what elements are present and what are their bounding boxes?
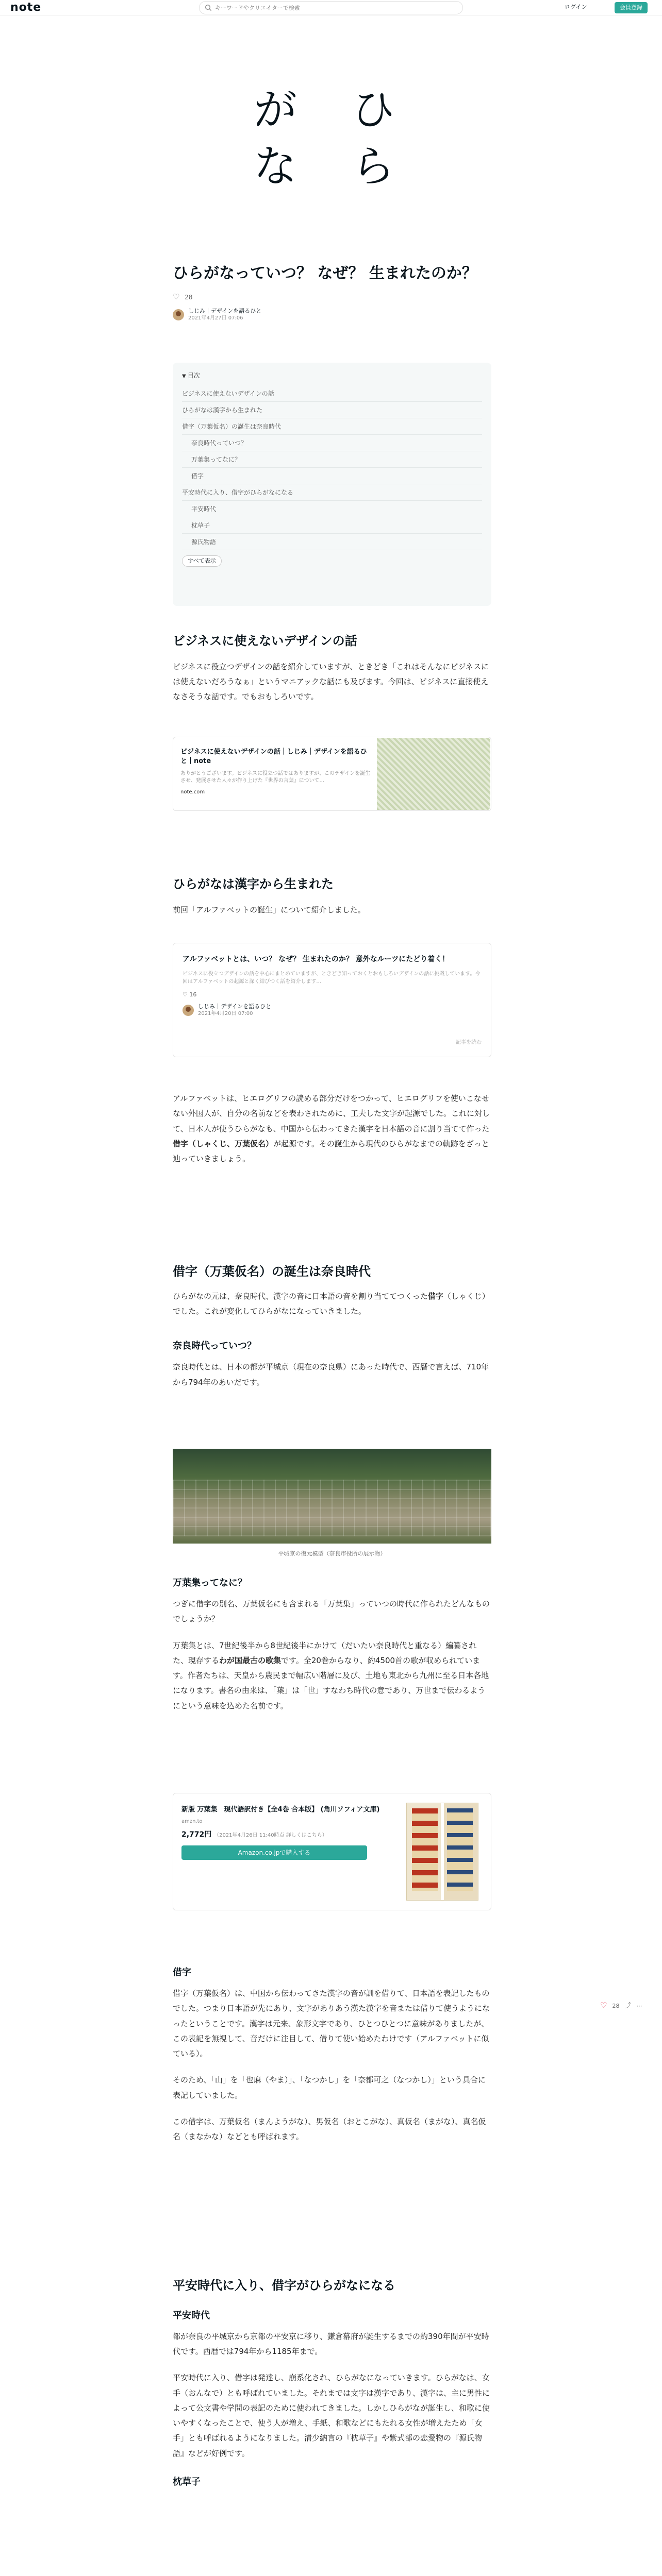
hero-char: な (254, 141, 297, 192)
toc-item[interactable]: 平安時代 (182, 501, 482, 517)
share-icon[interactable]: ⤴ (624, 2002, 632, 2010)
top-bar (0, 0, 662, 15)
toc-item[interactable]: 奈良時代っていつ？ (182, 435, 482, 451)
publish-date: 2021年4月27日 07:06 (188, 315, 243, 321)
signup-button[interactable]: 会員登録 (615, 2, 648, 13)
amazon-product-title: 新版 万葉集 現代語訳付き【全4巻 合本版】 (角川ソフィア文庫) (181, 1806, 380, 1814)
amazon-domain: amzn.to (181, 1819, 203, 1824)
link-card-thumbnail (377, 738, 490, 810)
section-heading: 平安時代に入り、借字がひらがなになる (173, 2278, 395, 2293)
avatar (183, 1005, 194, 1016)
paragraph: つぎに借字の別名、万葉仮名にも含まれる「万葉集」っていつの時代に作られたどんなものでしょうか？ (173, 1599, 490, 1624)
search-box[interactable] (199, 1, 463, 14)
link-card-domain: note.com (180, 789, 205, 795)
chevron-down-icon: ▼ (182, 374, 188, 379)
paragraph: アルファベットは、ヒエログリフの読める部分だけをつかって、ヒエログリフを使いこなせない外国人が、自分の名前などを表わされために、工夫した文字が起源でした。これに対して、日本人が使うひらがなも、中国から伝わってきた漢字を日本語の音に割り当てて作った借字（しゃくじ、万葉仮名）が起源です。その誕生から現代のひらがなまでの軌跡をざっと辿っていきましょう。 (173, 1094, 490, 1163)
heijokyo-model-photo (173, 1449, 491, 1544)
amazon-price-row (181, 1829, 398, 1840)
embed-author: しじみ｜デザインを語るひと (198, 1003, 272, 1010)
toc-item[interactable]: 源氏物語 (182, 534, 482, 550)
paragraph: 借字（万葉仮名）は、中国から伝わってきた漢字の音が訓を借りて、日本語を表記したものでした。つまり日本語が先にあり、文字がありあう漢た漢字を音または借りて使うようになったということです。漢字は元来、象形文字であり、ひとつひとつに意味がありましたが、この表記を無視して、音だけに注目して、借りて使い始めたわけです（アルファベットに似ている）。 (173, 1989, 490, 2059)
toc-item[interactable]: 平安時代に入り、借字がひらがなになる (182, 484, 482, 501)
embed-card[interactable] (173, 943, 491, 1057)
search-input[interactable] (215, 3, 452, 12)
paragraph: この借字は、万葉仮名（まんようがな）、男仮名（おとこがな）、真仮名（まがな）、真名仮名（まなかな）などとも呼ばれます。 (173, 2116, 486, 2142)
bold-term: 借字 (427, 1291, 443, 1301)
floating-actions (600, 2000, 647, 2011)
toc-item[interactable]: ビジネスに使えないデザインの話 (182, 385, 482, 402)
author-row[interactable] (173, 308, 491, 322)
subsection-heading: 奈良時代っていつ？ (173, 1341, 256, 1352)
embed-card-description: ビジネスに役立つデザインの話を中心にまとめていますが、ときどき知っておくとおもしろいデザインの話に挑戦しています。今回はアルファベットの起源と深く結びつく話を紹介します... (183, 971, 481, 985)
section-kanji-origin-body (173, 1091, 491, 1166)
paragraph: 万葉集とは、7世紀後半から8世紀後半にかけて（だいたい奈良時代と重なる）編纂された、現存するわが国最古の歌集です。全20巻からなり、約4500首の歌が収められています。作者たちは、天皇から農民まで幅広い階層に及び、土地も東北から九州に至る日本各地になります。書名の由来は、「葉」は「世」すなわち時代の意であり、万世まで伝わるようにという意味を込めた名前です。 (173, 1640, 489, 1710)
embed-read-label[interactable]: 記事を読む (456, 1040, 482, 1045)
toc-item[interactable]: ひらがなは漢字から生まれた (182, 402, 482, 418)
bold-term: 借字（しゃくじ、万葉仮名） (173, 1139, 274, 1148)
hero-char: ら (352, 141, 395, 192)
heart-icon: ♡ (183, 991, 190, 998)
heart-icon[interactable]: ♡ (600, 2001, 607, 2010)
section-heading: ひらがなは漢字から生まれた (173, 877, 334, 891)
toc-item[interactable]: 万葉集ってなに？ (182, 451, 482, 468)
subsection-heading: 借字 (173, 1967, 191, 1978)
paragraph: そのため、「山」を「也麻（やま）」、「なつかし」を「奈都可之（なつかし）」という具合に表記していました。 (173, 2075, 486, 2100)
section-heading: ビジネスに使えないデザインの話 (173, 634, 357, 648)
subsection-heading: 枕草子 (173, 2476, 201, 2487)
link-card-title: ビジネスに使えないデザインの話｜しじみ｜デザインを語るひと｜note (180, 748, 367, 765)
author-name[interactable]: しじみ｜デザインを語るひと (188, 308, 262, 314)
heart-icon[interactable]: ♡ (173, 292, 180, 301)
amazon-card[interactable] (173, 1793, 491, 1910)
table-of-contents (173, 363, 491, 606)
section-manyogana (173, 1263, 491, 1390)
toc-show-all-button[interactable]: すべて表示 (182, 555, 222, 567)
hero-char: が (254, 84, 297, 135)
paragraph: ひらがなの元は、奈良時代、漢字の音に日本語の音を割り当ててつくった借字（しゃくじ）でした。これが変化してひらがなになっていきました。 (173, 1291, 490, 1316)
embed-author-row (183, 1003, 482, 1018)
photo-caption: 平城京の復元模型（奈良市役所の展示物） (278, 1550, 386, 1557)
section-shakuji (173, 1966, 491, 2144)
more-icon[interactable]: ⋯ (636, 2003, 642, 2009)
section-manyoshu (173, 1577, 491, 1714)
toc-heading[interactable]: ▼ 目次 (182, 372, 200, 379)
paragraph: ビジネスに役立つデザインの話を紹介していますが、ときどき「これはそんなにビジネスには使えないだろうなぁ」というマニアックな話にも及びます。今回は、ビジネスに直接使えなさそうな話です。でもおもしろいです。 (173, 662, 489, 702)
section-heian (173, 2277, 491, 2488)
section-kanji-origin (173, 876, 491, 918)
paragraph: 平安時代に入り、借字は発達し、崩系化され、ひらがなになっていきます。ひらがなは、女手（おんなで）とも呼ばれていました。それまでは文字は漢字であり、漢字は、主に男性によって公文書や学問の表記のために使われてきました。しかしひらがなが誕生し、和歌に使いやすくなったことで、使う人が増え、手紙、和歌などにもたれる女性が増えたため「女手」とも呼ばれるようになりました。清少納言の『枕草子』や紫式部の恋愛物の『源氏物語』などが好例です。 (173, 2373, 490, 2458)
article-title: ひらがなっていつ？ なぜ？ 生まれたのか？ (173, 264, 477, 282)
book-cover (406, 1803, 478, 1901)
amazon-price: 2,772円 (181, 1831, 212, 1839)
section-heading: 借字（万葉仮名）の誕生は奈良時代 (173, 1264, 371, 1279)
embed-card-title: アルファベットとは、いつ？ なぜ？ 生まれたのか？ 意外なルーツにたどり着く！ (183, 955, 450, 963)
paragraph: 奈良時代とは、日本の都が平城京（現在の奈良県）にあった時代で、西暦で言えば、710年から794年のあいだです。 (173, 1362, 489, 1387)
floating-like-count: 28 (612, 2003, 620, 2009)
embed-card-likes: ♡ 16 (183, 991, 197, 998)
paragraph: 都が奈良の平城京から京都の平安京に移り、鎌倉幕府が誕生するまでの約390年間が平安時代です。西暦では794年から1185年まで。 (173, 2331, 489, 2357)
link-card-description: ありがとうございます。ビジネスに役立つ話ではありますが、このデザインを誕生させ、発展させた人々が作り上げた『世界の言葉』について... (180, 771, 371, 784)
like-count: 28 (185, 294, 193, 301)
login-link[interactable]: ログイン (565, 4, 587, 10)
hero-char: ひ (352, 84, 395, 135)
search-icon (205, 4, 212, 11)
link-card[interactable] (173, 737, 491, 811)
paragraph: 前回「アルファベットの誕生」について紹介しました。 (173, 905, 366, 914)
subsection-heading: 万葉集ってなに？ (173, 1578, 247, 1588)
avatar[interactable] (173, 309, 184, 320)
bold-term: わが国最古の歌集 (219, 1655, 282, 1665)
amazon-price-meta: （2021年4月26日 11:40時点 詳しくはこちら） (214, 1833, 327, 1838)
subsection-heading: 平安時代 (173, 2310, 210, 2321)
toc-item[interactable]: 借字（万葉仮名）の誕生は奈良時代 (182, 418, 482, 435)
like-row (173, 293, 491, 301)
toc-item[interactable]: 借字 (182, 468, 482, 484)
hero-image (254, 84, 408, 205)
article-header (173, 263, 491, 322)
section-business (173, 633, 491, 704)
note-logo[interactable]: note (10, 1, 42, 14)
embed-date: 2021年4月20日 07:00 (198, 1011, 253, 1016)
toc-item[interactable]: 枕草子 (182, 517, 482, 534)
amazon-buy-button[interactable]: Amazon.co.jpで購入する (181, 1845, 367, 1860)
